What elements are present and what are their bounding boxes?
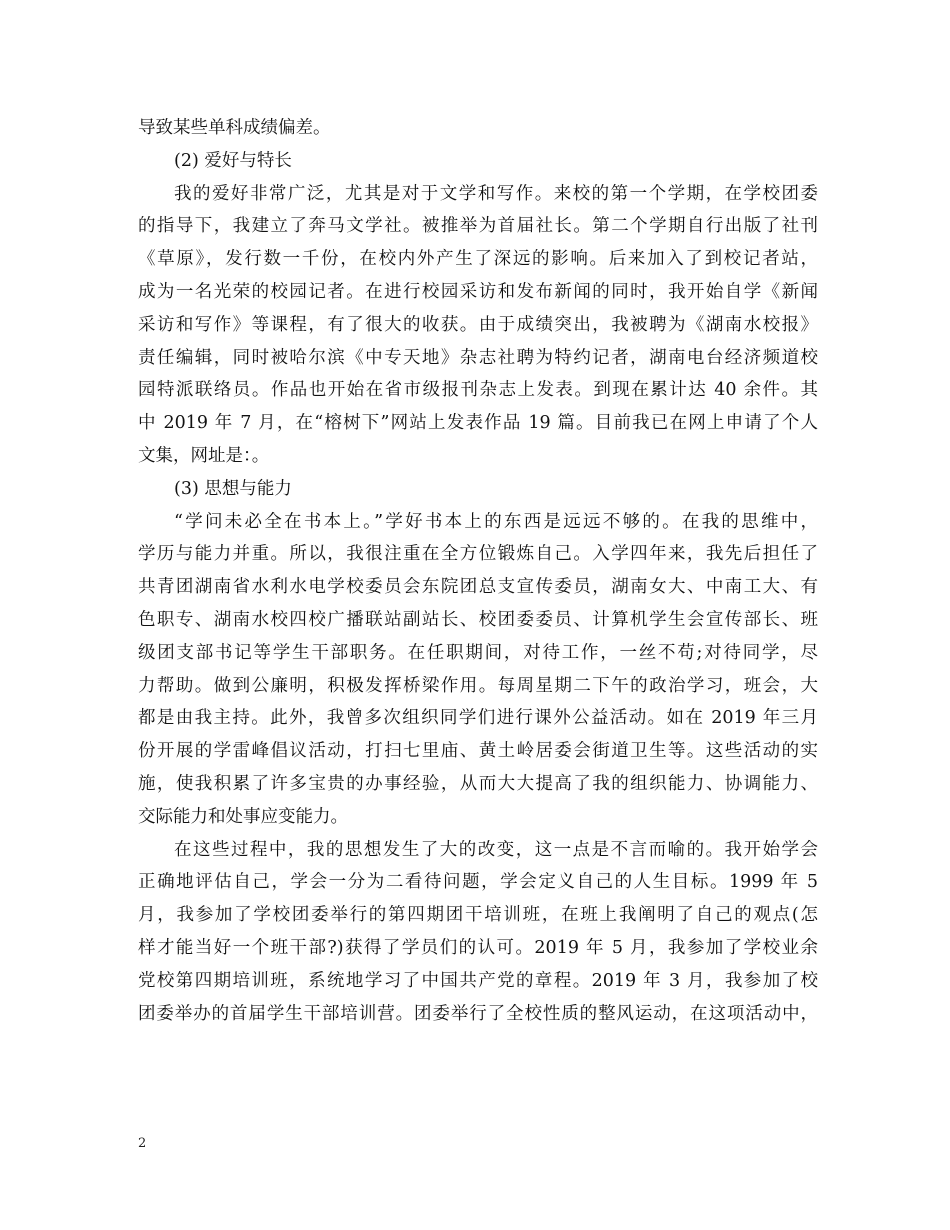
text-line: 园特派联络员。作品也开始在省市级报刊杂志上发表。到现在累计达 40 余件。其: [138, 380, 818, 401]
page-number: 2: [138, 1136, 147, 1151]
text-line: 学历与能力并重。所以，我很注重在全方位锻炼自己。入学四年来，我先后担任了: [138, 544, 818, 565]
text-line: 的指导下，我建立了奔马文学社。被推举为首届社长。第二个学期自行出版了社刊: [138, 216, 818, 237]
text-line: 文集，网址是：。: [138, 445, 270, 466]
text-line: 份开展的学雷峰倡议活动，打扫七里庙、黄土岭居委会街道卫生等。这些活动的实: [138, 741, 818, 762]
text-line: (3) 思想与能力: [174, 478, 292, 499]
text-line: 团委举办的首届学生干部培训营。团委举行了全校性质的整风运动，在这项活动中，: [138, 1003, 818, 1024]
text-line: 我的爱好非常广泛，尤其是对于文学和写作。来校的第一个学期，在学校团委: [174, 183, 818, 204]
text-line: “学问未必全在书本上。”学好书本上的东西是远远不够的。在我的思维中，: [174, 511, 818, 532]
text-line: 交际能力和处事应变能力。: [138, 806, 348, 827]
text-line: 导致某些单科成绩偏差。: [138, 118, 331, 138]
text-line: 级团支部书记等学生干部职务。在任职期间，对待工作，一丝不苟;对待同学，尽: [138, 642, 818, 663]
text-line: 正确地评估自己，学会一分为二看待问题，学会定义自己的人生目标。1999 年 5: [138, 872, 818, 893]
text-line: 中 2019 年 7 月，在“榕树下”网站上发表作品 19 篇。目前我已在网上申请了个人: [138, 413, 818, 434]
text-line: 《草原》，发行数一千份，在校内外产生了深远的影响。后来加入了到校记者站，: [138, 249, 818, 270]
text-line: (2) 爱好与特长: [174, 150, 292, 171]
text-line: 共青团湖南省水利水电学校委员会东院团总支宣传委员，湖南女大、中南工大、有: [138, 577, 818, 598]
text-line: 党校第四期培训班，系统地学习了中国共产党的章程。2019 年 3 月，我参加了校: [138, 970, 818, 991]
text-line: 样才能当好一个班干部?)获得了学员们的认可。2019 年 5 月，我参加了学校业余: [138, 937, 818, 958]
text-line: 力帮助。做到公廉明，积极发挥桥梁作用。每周星期二下午的政治学习，班会，大: [138, 675, 818, 696]
text-line: 成为一名光荣的校园记者。在进行校园采访和发布新闻的同时，我开始自学《新闻: [138, 281, 818, 302]
text-line: 在这些过程中，我的思想发生了大的改变，这一点是不言而喻的。我开始学会: [174, 839, 818, 860]
text-line: 都是由我主持。此外，我曾多次组织同学们进行课外公益活动。如在 2019 年三月: [138, 708, 818, 729]
text-line: 施，使我积累了许多宝贵的办事经验，从而大大提高了我的组织能力、协调能力、: [138, 773, 818, 794]
text-line: 责任编辑，同时被哈尔滨《中专天地》杂志社聘为特约记者，湖南电台经济频道校: [138, 347, 818, 368]
text-line: 月，我参加了学校团委举行的第四期团干培训班，在班上我阐明了自己的观点(怎: [138, 905, 818, 926]
text-line: 采访和写作》等课程，有了很大的收获。由于成绩突出，我被聘为《湖南水校报》: [138, 314, 818, 335]
text-line: 色职专、湖南水校四校广播联站副站长、校团委委员、计算机学生会宣传部长、班: [138, 609, 818, 630]
document-body: [138, 112, 818, 1030]
